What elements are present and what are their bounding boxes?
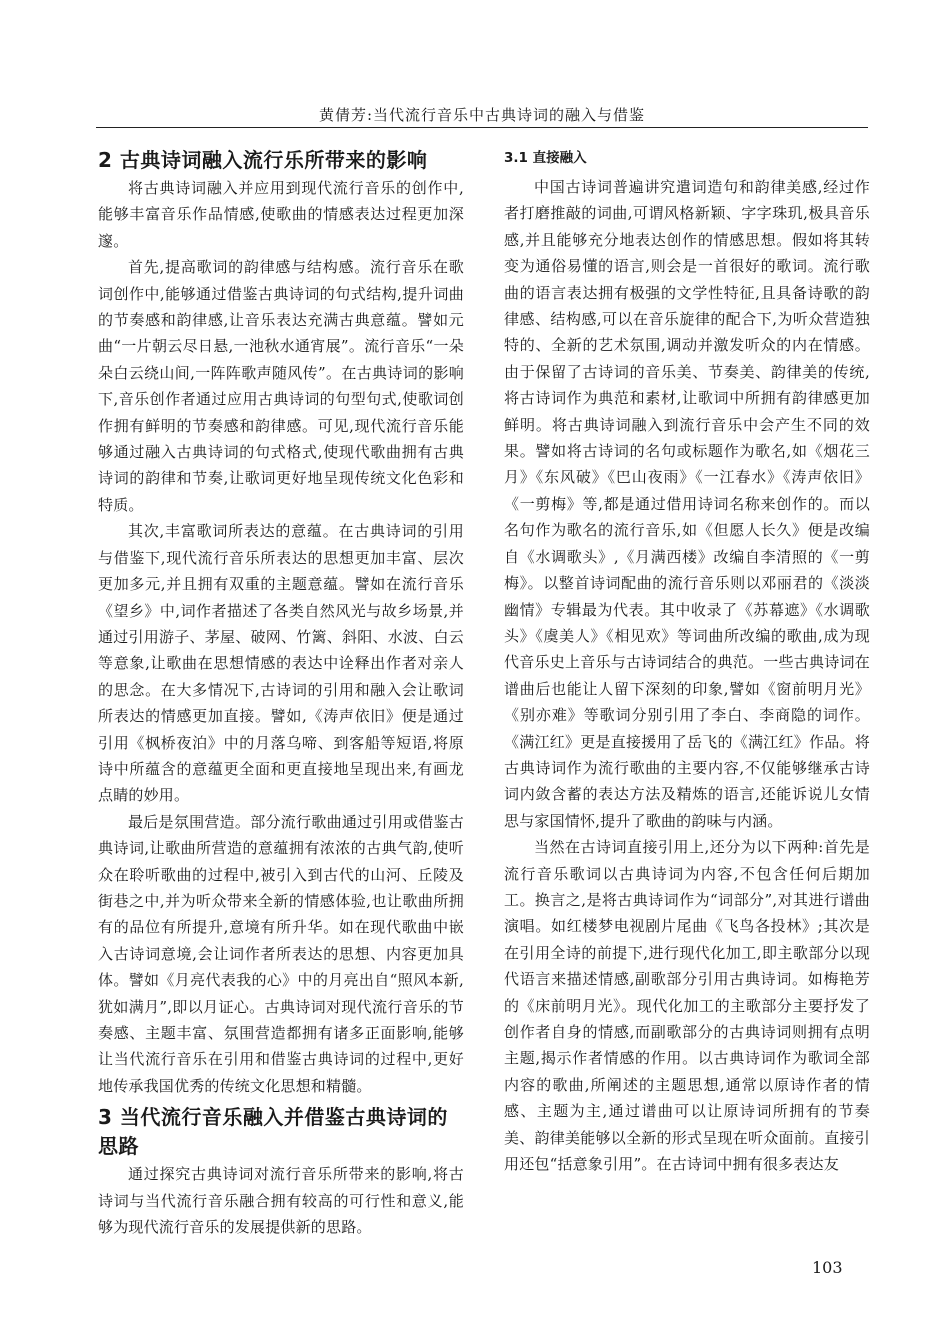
section-2-heading: 2 古典诗词融入流行乐所带来的影响 <box>98 148 428 172</box>
paragraph: 当然在古诗词直接引用上,还分为以下两种:首先是流行音乐歌词以古典诗词为内容,不包含任何后期加工。换言之,是将古典诗词作为“词部分”,对其进行谱曲演唱。如红楼梦电视剧片尾曲《飞鸟各投林》;其次是在引用全诗的前提下,进行现代化加工,即主歌部分以现代语言来描述情感,副歌部分引用古典诗词。如梅艳芳的《床前明月光》。现代化加工的主歌部分主要抒发了创作者自身的情感,而副歌部分的古典诗词则拥有点明主题,揭示作者情感的作用。以古典诗词作为歌词全部内容的歌曲,所阐述的主题思想,通常以原诗作者的情感、主题为主,通过谱曲可以让原诗词所拥有的节奏美、韵律美能够以全新的形式呈现在听众面前。直接引用还包“括意象引用”。在古诗词中拥有很多表达友 <box>504 838 870 1174</box>
section-3-heading: 3 当代流行音乐融入并借鉴古典诗词的思路 <box>98 1105 448 1159</box>
page-number: 103 <box>812 1258 843 1277</box>
paragraph: 其次,丰富歌词所表达的意蕴。在古典诗词的引用与借鉴下,现代流行音乐所表达的思想更加丰富、层次更加多元,并且拥有双重的主题意蕴。譬如在流行音乐《望乡》中,词作者描述了各类自然风光与故乡场景,并通过引用游子、茅屋、破网、竹篱、斜阳、水波、白云等意象,让歌曲在思想情感的表达中诠释出作者对亲人的思念。在大多情况下,古诗词的引用和融入会让歌词所表达的情感更加直接。譬如,《涛声依旧》便是通过引用《枫桥夜泊》中的月落乌啼、到客船等短语,将原诗中所蕴含的意蕴更全面和更直接地呈现出来,有画龙点睛的妙用。 <box>98 522 464 805</box>
paragraph: 首先,提高歌词的韵律感与结构感。流行音乐在歌词创作中,能够通过借鉴古典诗词的句式结构,提升词曲的节奏感和韵律感,让音乐表达充满古典意蕴。譬如元曲“一片朝云尽日悬,一池秋水通宵展”。流行音乐“一朵朵白云绕山间,一阵阵歌声随风传”。在古典诗词的影响下,音乐创作者通过应用古典诗词的句型句式,使歌词创作拥有鲜明的节奏感和韵律感。可见,现代流行音乐能够通过融入古典诗词的句式格式,使现代歌曲拥有古典诗词的韵律和节奏,让歌词更好地呈现传统文化色彩和特质。 <box>98 258 464 514</box>
paragraph: 通过探究古典诗词对流行音乐所带来的影响,将古诗词与当代流行音乐融合拥有较高的可行性和意义,能够为现代流行音乐的发展提供新的思路。 <box>98 1165 464 1237</box>
right-column <box>504 146 870 1177</box>
left-column <box>98 146 464 1240</box>
subsection-3-1-heading: 3.1 直接融入 <box>504 150 587 166</box>
header-divider <box>96 127 868 128</box>
running-header: 黄倩芳:当代流行音乐中古典诗词的融入与借鉴 <box>318 106 646 124</box>
paragraph: 将古典诗词融入并应用到现代流行音乐的创作中,能够丰富音乐作品情感,使歌曲的情感表达过程更加深邃。 <box>98 179 464 250</box>
paragraph: 最后是氛围营造。部分流行歌曲通过引用或借鉴古典诗词,让歌曲所营造的意蕴拥有浓浓的古典气韵,使听众在聆听歌曲的过程中,被引入到古代的山河、丘陵及街巷之中,并为听众带来全新的情感体验,也让歌曲所拥有的品位有所提升,意境有所升华。如在现代歌曲中嵌入古诗词意境,会让词作者所表达的思想、内容更加具体。譬如《月亮代表我的心》中的月亮出自“照风本新,犹如满月”,即以月证心。古典诗词对现代流行音乐的节奏感、主题丰富、氛围营造都拥有诸多正面影响,能够让当代流行音乐在引用和借鉴古典诗词的过程中,更好地传承我国优秀的传统文化思想和精髓。 <box>98 812 464 1095</box>
paragraph: 中国古诗词普遍讲究遣词造句和韵律美感,经过作者打磨推敲的词曲,可谓风格新颖、字字珠玑,极具音乐感,并且能够充分地表达创作的情感思想。假如将其转变为通俗易懂的语言,则会是一首很好的歌词。流行歌曲的语言表达拥有极强的文学性特征,且具备诗歌的韵律感、结构感,可以在音乐旋律的配合下,为听众营造独特的、全新的艺术氛围,调动并激发听众的内在情感。由于保留了古诗词的音乐美、节奏美、韵律美的传统,将古诗词作为典范和素材,让歌词中所拥有韵律感更加鲜明。将古典诗词融入到流行音乐中会产生不同的效果。譬如将古诗词的名句或标题作为歌名,如《烟花三月》《东风破》《巴山夜雨》《一江春水》《涛声依旧》《一剪梅》等,都是通过借用诗词名称来创作的。而以名句作为歌名的流行音乐,如《但愿人长久》便是改编自《水调歌头》,《月满西楼》改编自李清照的《一剪梅》。以整首诗词配曲的流行音乐则以邓丽君的《淡淡幽情》专辑最为代表。其中收录了《苏幕遮》《水调歌头》《虞美人》《相见欢》等词曲所改编的歌曲,成为现代音乐史上音乐与古诗词结合的典范。一些古典诗词在谱曲后也能让人留下深刻的印象,譬如《窗前明月光》《别亦难》等歌词分别引用了李白、李商隐的词作。《满江红》更是直接援用了岳飞的《满江红》作品。将古典诗词作为流行歌曲的主要内容,不仅能够继承古诗词内敛含蓄的表达方法及精炼的语言,还能诉说儿女情思与家国情怀,提升了歌曲的韵味与内涵。 <box>504 178 870 830</box>
